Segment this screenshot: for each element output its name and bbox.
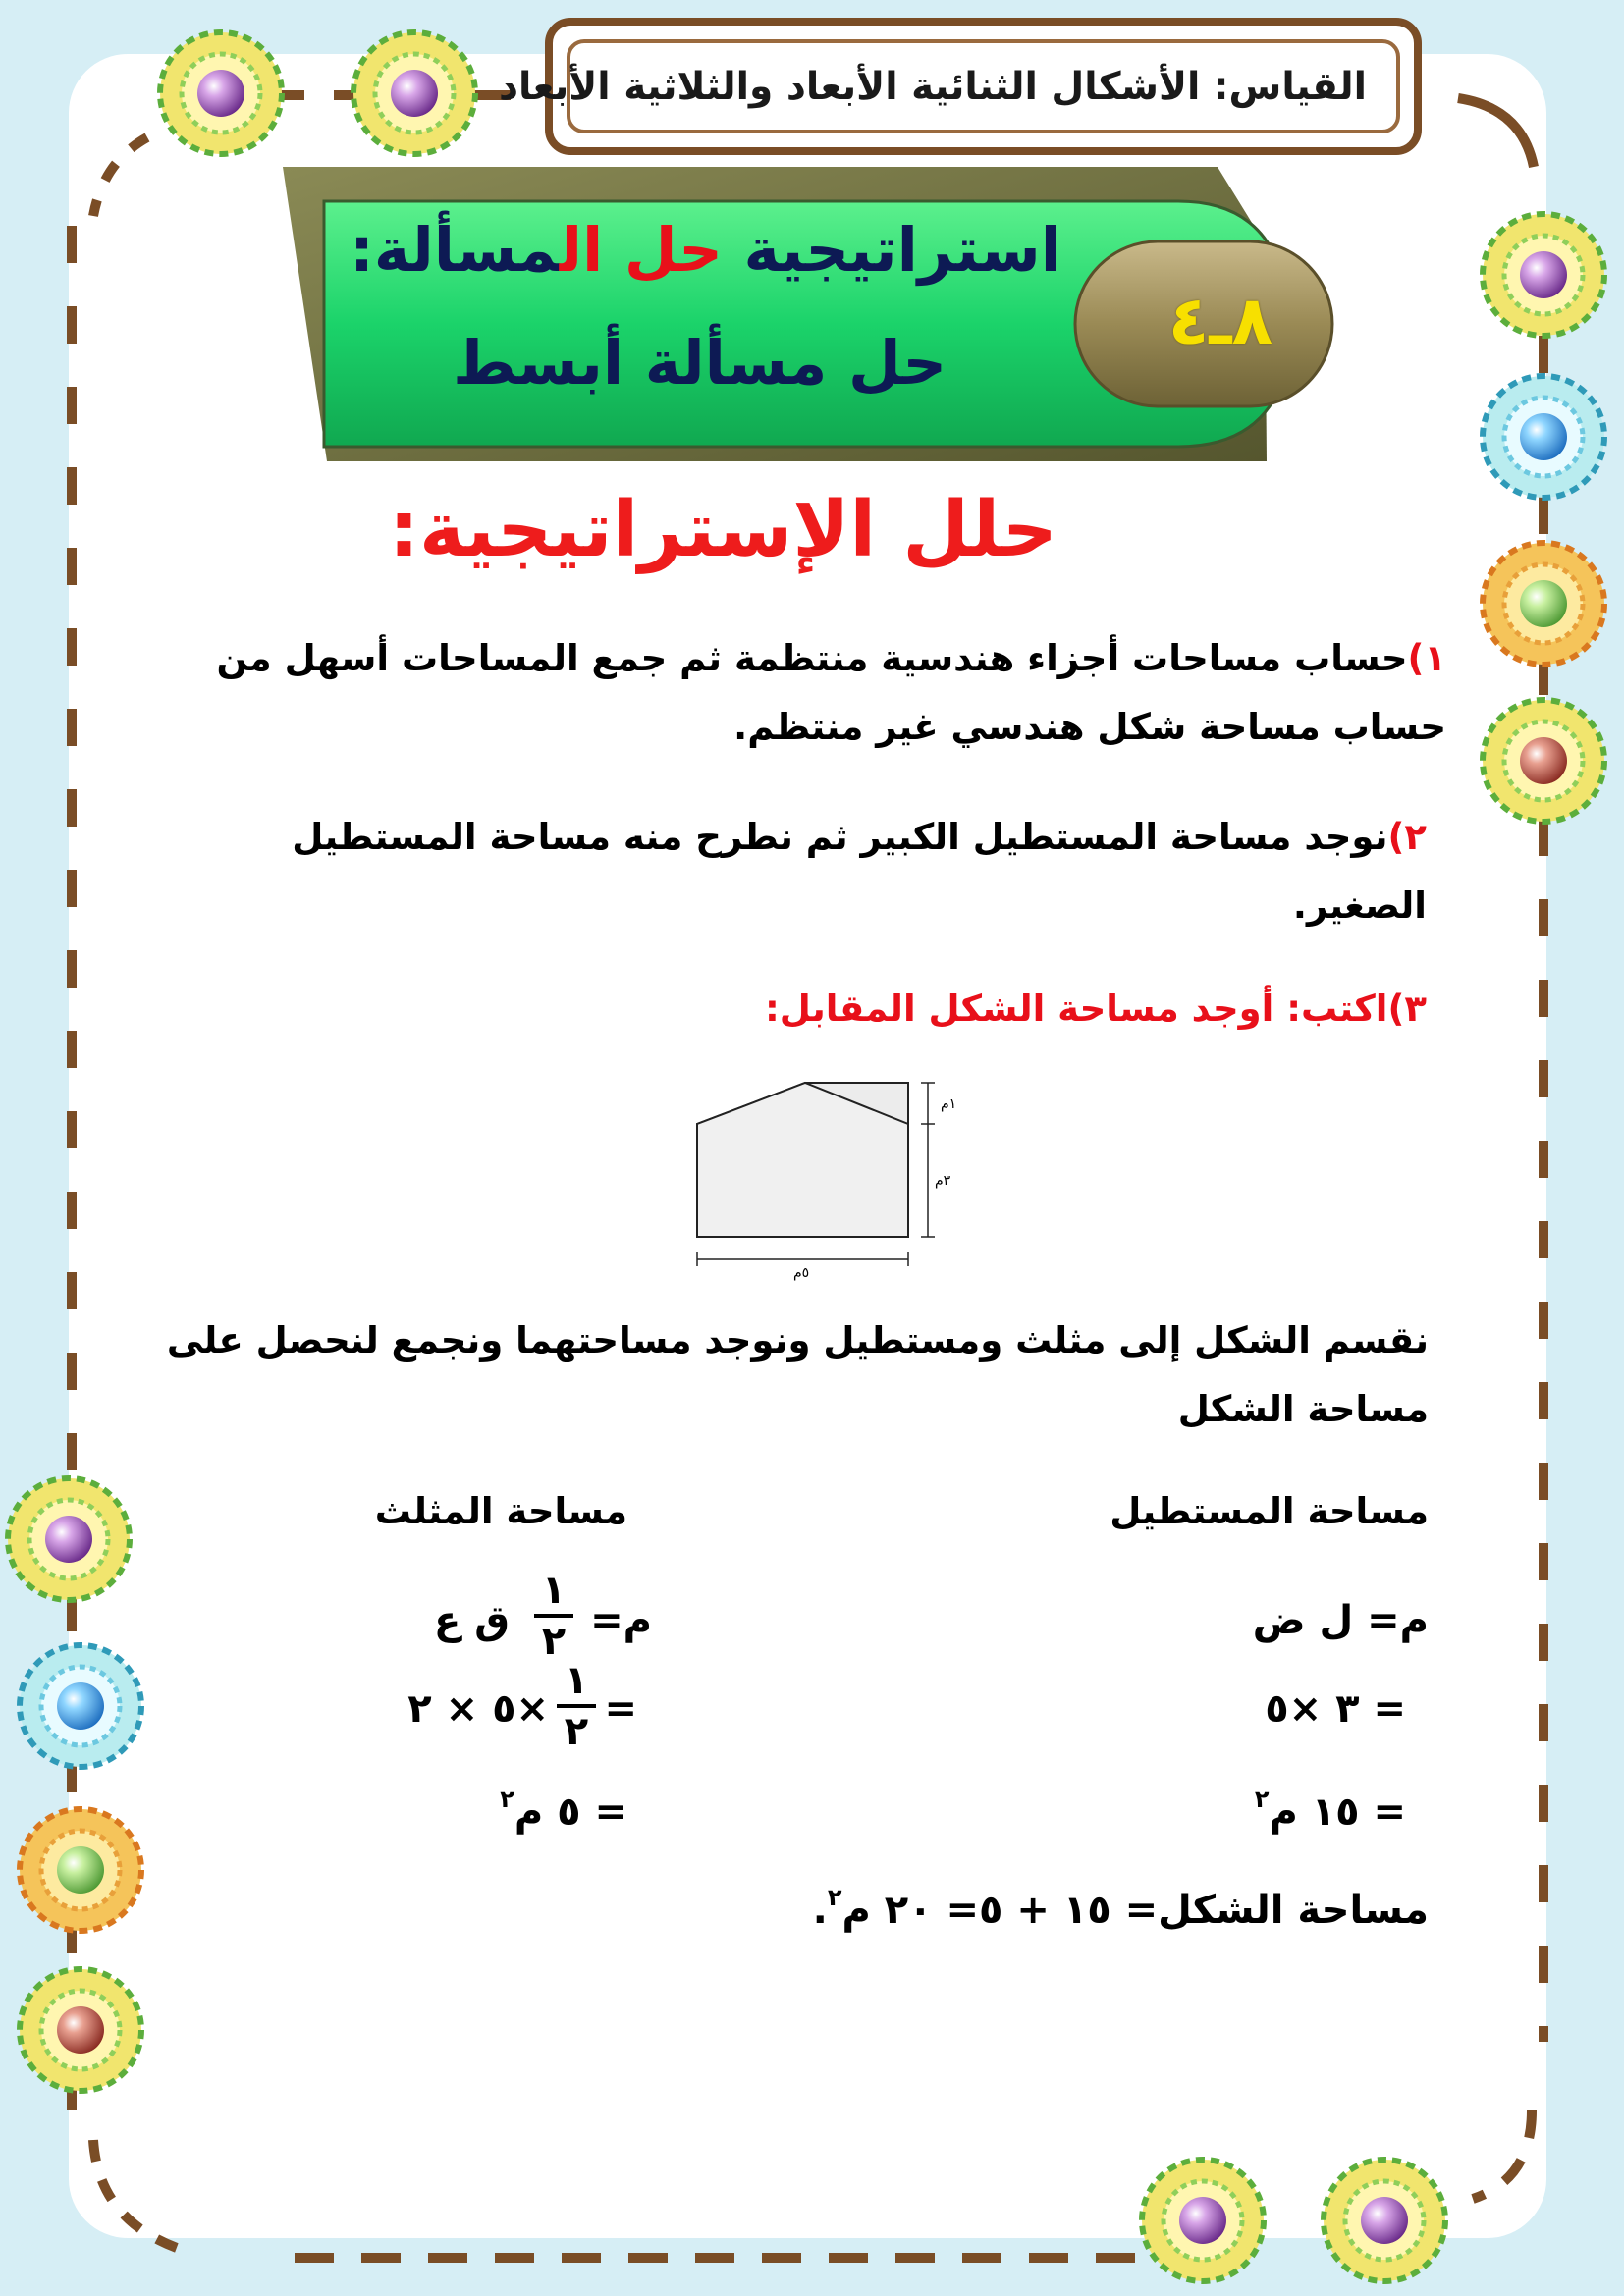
fraction-2-bar [557,1704,596,1708]
triangle-result [500,1786,627,1835]
triangle-formula-lhs: م= [590,1598,652,1643]
unit-header-inner [498,39,1400,133]
point-1 [189,624,1446,762]
lesson-title-part1: استراتيجية [722,214,1061,286]
fraction-1-den: ٢ [541,1619,567,1664]
label-bottom: ٥م [793,1265,810,1281]
explanation-text: نقسم الشكل إلى مثلث ومستطيل ونوجد مساحتهما ونجمع لنحصل على مساحة الشكل [166,1319,1429,1430]
label-side: ٣م [935,1173,951,1189]
triangle-result-text: = ٥ م [514,1789,627,1835]
total-area-text: مساحة الشكل= ١٥ + ٥= ٢٠ م [841,1888,1429,1933]
rectangle-unit-sup: ٢ [1254,1786,1270,1813]
lesson-title-line2: حل مسألة أبسط [453,327,947,399]
triangle-fraction-2 [557,1659,596,1753]
lesson-number: ٨ـ٤ [1167,283,1273,360]
lesson-title-line1 [350,214,1061,286]
pentagon-figure [677,1065,957,1281]
fraction-1-num: ١ [541,1568,567,1613]
unit-header [498,18,1422,155]
point-1-number: ١) [1407,637,1446,679]
lesson-title-part2: مسألة: [350,214,560,286]
triangle-substitution-lhs: = [604,1686,637,1732]
unit-title: القياس: الأشكال الثنائية الأبعاد والثلاثية الأبعاد [498,64,1367,109]
point-1-text: حساب مساحات أجزاء هندسية منتظمة ثم جمع المساحات أسهل من حساب مساحة شكل هندسي غير منتظم. [216,637,1446,748]
fraction-2-num: ١ [564,1658,589,1703]
triangle-unit-sup: ٢ [500,1786,514,1813]
point-2 [268,803,1427,940]
rectangle-formula: م= ل ض [1252,1598,1429,1643]
point-3-text: اكتب: أوجد مساحة الشكل المقابل: [765,988,1388,1030]
point-3-number: ٣) [1387,988,1427,1030]
triangle-formula-rhs: ق ع [433,1598,510,1643]
section-heading: حلل الإستراتيجية: [388,486,1057,574]
triangle-substitution-rhs: ×٥ × ٢ [407,1686,549,1732]
rectangle-result [1254,1786,1406,1835]
point-2-number: ٢) [1387,816,1427,858]
rectangle-substitution: = ٣ ×٥ [1265,1686,1406,1732]
lesson-title-red: حل ال [559,214,723,286]
point-3 [268,975,1427,1043]
triangle-area-label: مساحة المثلث [374,1490,627,1532]
rectangle-area-label: مساحة المستطيل [1110,1490,1429,1532]
pentagon-diagram [677,1065,957,1281]
total-unit-sup: ٢ [827,1884,842,1911]
rectangle-result-text: = ١٥ م [1269,1789,1406,1835]
total-end: . [812,1888,828,1933]
fraction-1-bar [534,1614,573,1618]
label-top: ١م [941,1096,957,1112]
point-2-text: نوجد مساحة المستطيل الكبير ثم نطرح منه مساحة المستطيل الصغير. [292,816,1427,927]
fraction-2-den: ٢ [564,1709,589,1754]
total-area [812,1884,1429,1933]
triangle-fraction-1 [534,1569,573,1663]
